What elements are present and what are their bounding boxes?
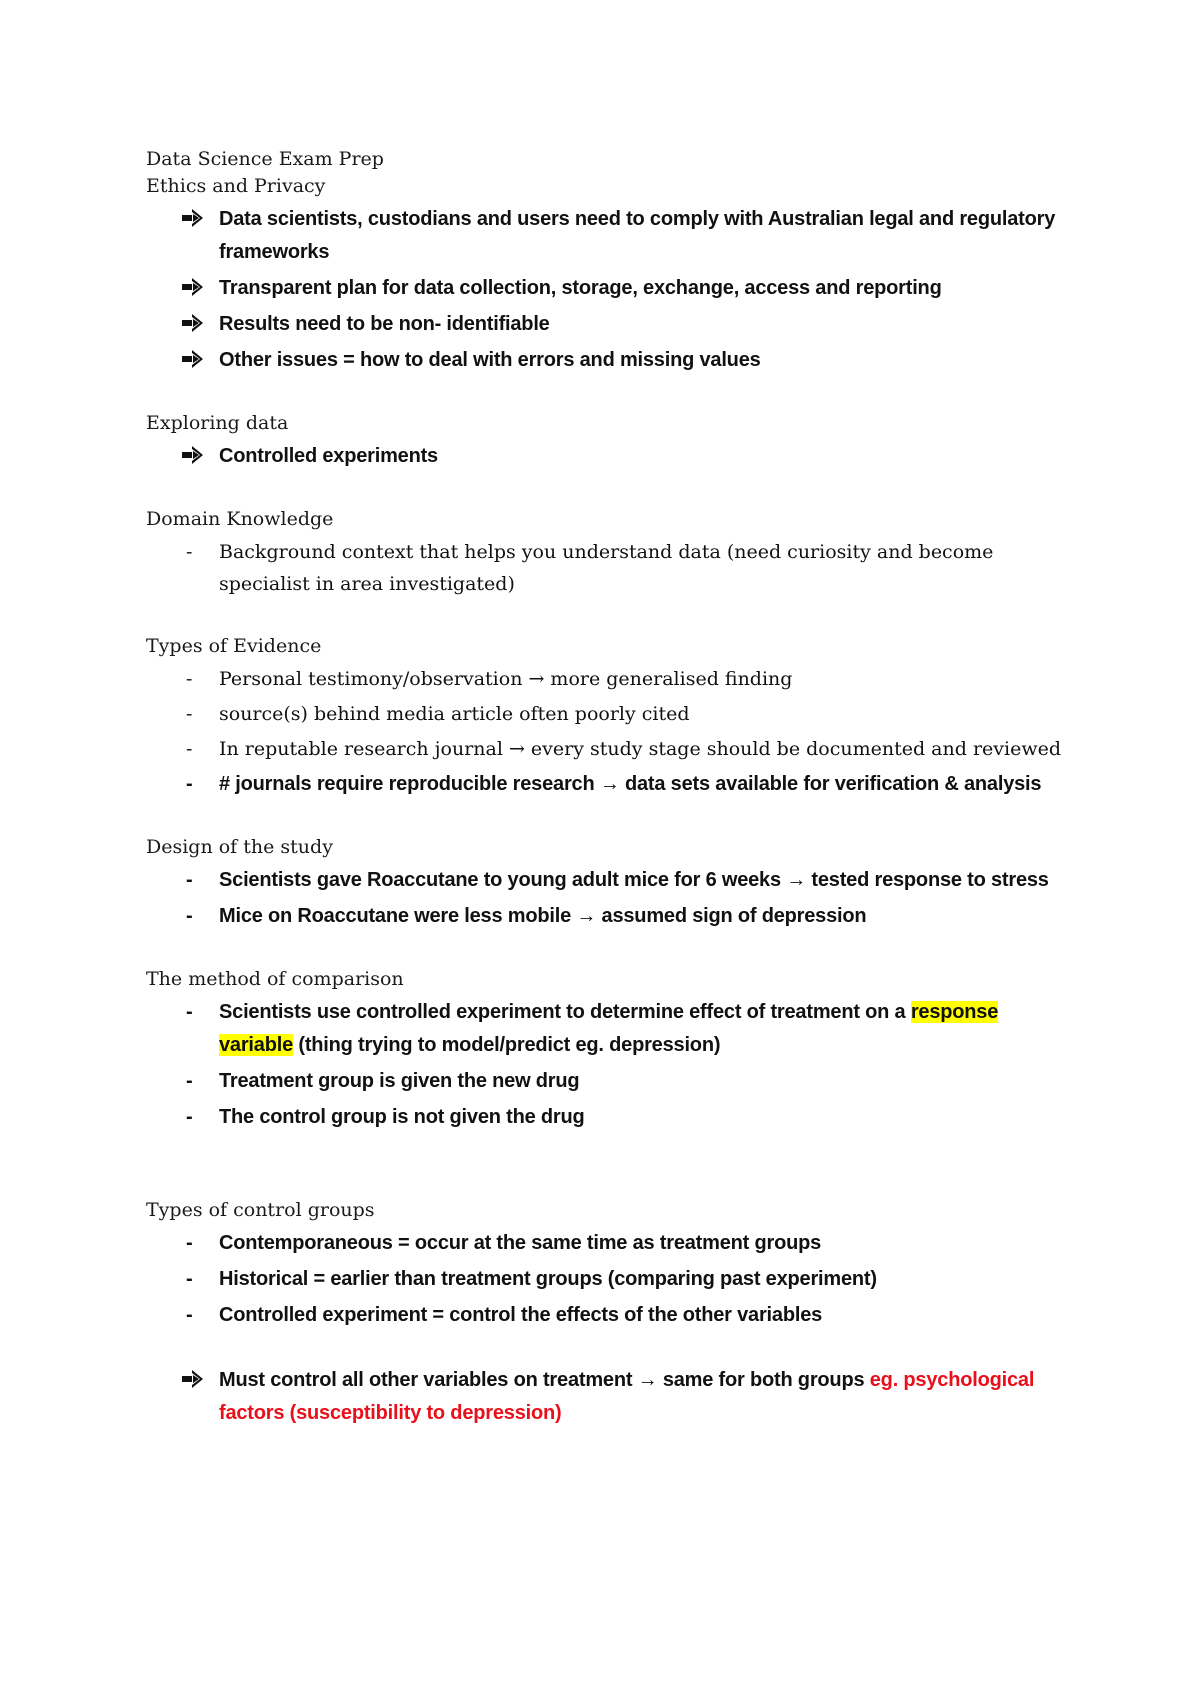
arrow-right-icon: [182, 1364, 212, 1397]
list-item-text: Historical = earlier than treatment groups (comparing past experiment): [219, 1268, 877, 1290]
section-heading-domain: Domain Knowledge: [146, 508, 334, 530]
dash-marker: -: [186, 1268, 193, 1290]
list-item-text: Scientists gave Roaccutane to young adult mice for 6 weeks → tested response to stress: [219, 869, 1049, 891]
list-item: [146, 864, 1076, 897]
list-item: [146, 768, 1076, 801]
list-item: [146, 308, 1076, 341]
list-item-text: Background context that helps you understand data (need curiosity and become specialist in area investigated): [219, 541, 994, 595]
list-item: [146, 536, 1076, 600]
dash-marker: -: [186, 1001, 193, 1023]
arrow-right-icon: [182, 203, 212, 236]
list-item-text: The control group is not given the drug: [219, 1106, 585, 1128]
list-item: [146, 1065, 1076, 1098]
list-item: [146, 272, 1076, 305]
list-item-text: Data scientists, custodians and users need to comply with Australian legal and regulatory frameworks: [219, 208, 1056, 263]
list-item: [146, 1364, 1076, 1430]
arrow-right-icon: [182, 272, 212, 305]
list-item-text: Results need to be non- identifiable: [219, 313, 550, 335]
list-item: [146, 733, 1076, 765]
dash-marker: -: [186, 1106, 193, 1128]
list-item-text-after: (thing trying to model/predict eg. depression): [293, 1034, 721, 1056]
section-heading-exploring: Exploring data: [146, 412, 289, 434]
dash-marker: -: [186, 773, 193, 795]
list-item-text: Transparent plan for data collection, storage, exchange, access and reporting: [219, 277, 942, 299]
list-item: [146, 1299, 1076, 1332]
list-item: [146, 1101, 1076, 1134]
list-item: [146, 203, 1076, 269]
list-item-text: Controlled experiment = control the effects of the other variables: [219, 1304, 823, 1326]
dash-marker: -: [186, 1304, 193, 1326]
list-item-text: Other issues = how to deal with errors and missing values: [219, 349, 761, 371]
red-example-text: eg. psychological factors (susceptibility to depression): [219, 1369, 1035, 1424]
list-item-text: Treatment group is given the new drug: [219, 1070, 580, 1092]
list-item-text: Personal testimony/observation → more generalised finding: [219, 668, 793, 690]
dash-marker: -: [186, 905, 193, 927]
section-heading-method: The method of comparison: [146, 968, 404, 990]
section-heading-control: Types of control groups: [146, 1199, 375, 1221]
list-item: [146, 698, 1076, 730]
list-item-text: source(s) behind media article often poorly cited: [219, 703, 690, 725]
list-item-text: In reputable research journal → every study stage should be documented and reviewed: [219, 738, 1061, 760]
list-item: [146, 440, 1076, 473]
dash-marker: -: [186, 869, 193, 891]
dash-marker: -: [186, 1070, 193, 1092]
arrow-right-icon: [182, 344, 212, 377]
arrow-right-icon: [182, 440, 212, 473]
section-heading-ethics: Ethics and Privacy: [146, 175, 326, 197]
list-item: [146, 996, 1076, 1062]
dash-marker: -: [186, 1232, 193, 1254]
list-item-text: Must control all other variables on treatment → same for both groups: [219, 1369, 870, 1391]
list-item: [146, 1227, 1076, 1260]
dash-marker: -: [186, 703, 193, 725]
arrow-right-icon: [182, 308, 212, 341]
list-item-text: Contemporaneous = occur at the same time as treatment groups: [219, 1232, 822, 1254]
list-item-text: Controlled experiments: [219, 445, 438, 467]
dash-marker: -: [186, 738, 193, 760]
highlighted-term: response variable: [219, 1001, 999, 1056]
list-item-text: Mice on Roaccutane were less mobile → assumed sign of depression: [219, 905, 867, 927]
list-item: [146, 663, 1076, 695]
list-item: [146, 1263, 1076, 1296]
dash-marker: -: [186, 541, 193, 563]
document-title: Data Science Exam Prep: [146, 148, 384, 170]
list-item: [146, 344, 1076, 377]
section-heading-design: Design of the study: [146, 836, 333, 858]
document-page: [146, 146, 1076, 1433]
section-heading-evidence: Types of Evidence: [146, 635, 322, 657]
dash-marker: -: [186, 668, 193, 690]
list-item-text-before: Scientists use controlled experiment to determine effect of treatment on a: [219, 1001, 911, 1023]
list-item-text: # journals require reproducible research → data sets available for verification & analysis: [219, 773, 1042, 795]
list-item: [146, 900, 1076, 933]
